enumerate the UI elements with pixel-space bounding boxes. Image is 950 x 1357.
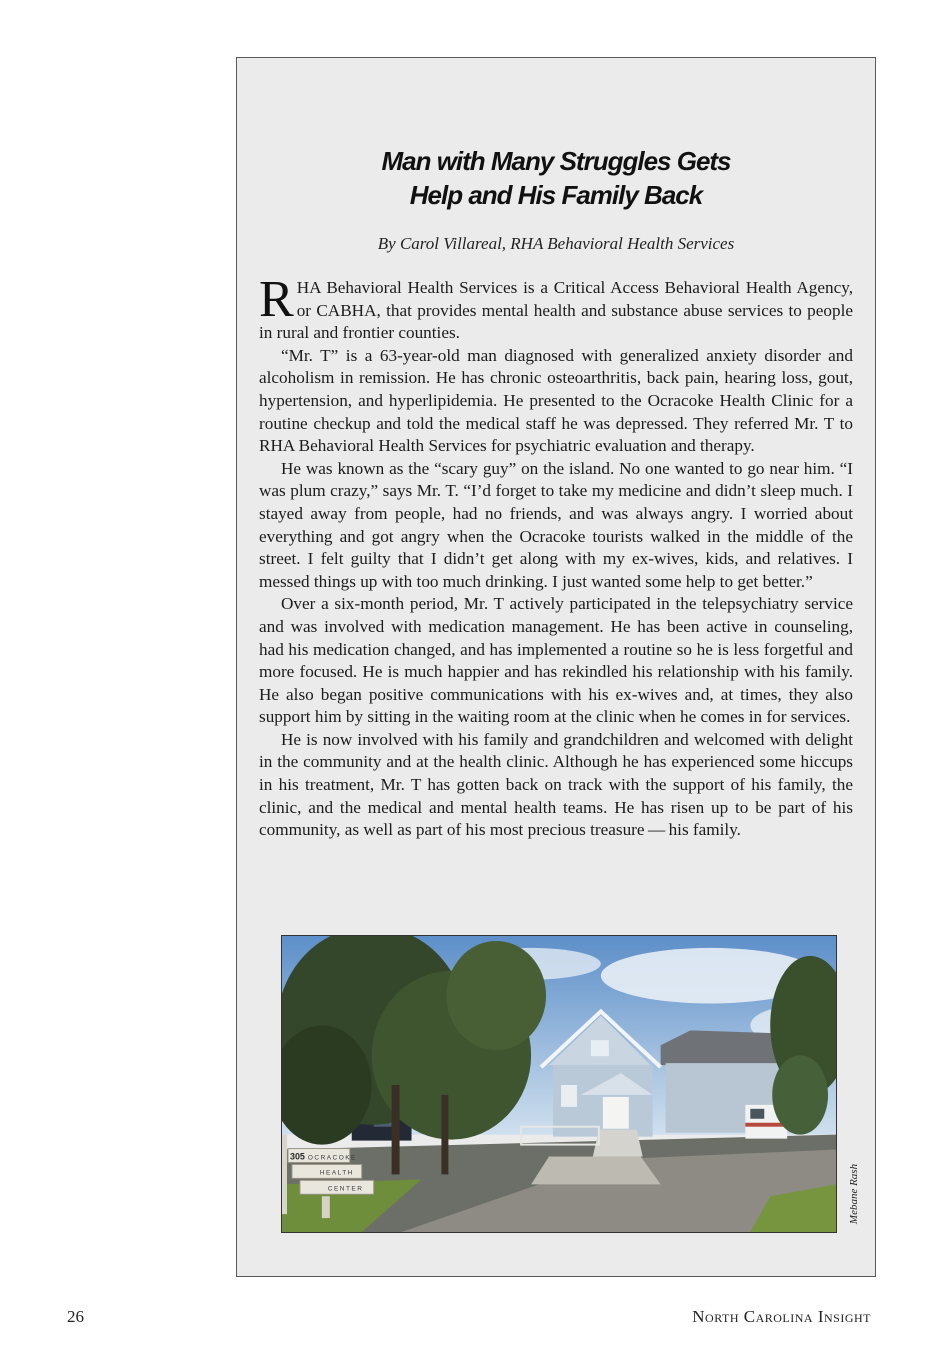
sign-line-3: CENTER <box>327 1185 364 1193</box>
photo-credit-text: Mebane Rash <box>848 1163 860 1225</box>
title-line-2: Help and His Family Back <box>409 180 703 210</box>
ambulance-window <box>750 1109 764 1119</box>
sign-line-1: OCRACOKE <box>307 1154 357 1162</box>
sign-number: 305 <box>289 1151 305 1162</box>
porch-door <box>603 1097 629 1129</box>
sign-line-2: HEALTH <box>319 1169 354 1177</box>
window <box>561 1085 577 1107</box>
paragraph-1 <box>259 271 853 345</box>
photo-credit <box>838 1154 870 1234</box>
article-title <box>237 144 875 212</box>
byline: By Carol Villareal, RHA Behavioral Health Services <box>377 234 735 253</box>
drop-cap: R <box>259 271 294 328</box>
title-line-1: Man with Many Struggles Gets <box>381 146 731 176</box>
paragraph-2: “Mr. T” is a 63-year-old man diagnosed with generalized anxiety disorder and alcoholism in remission. He has chronic osteoarthritis, back pain, hearing loss, gout, hypertension, and hyperlipidemia. He presented to the Ocracoke Health Clinic for a routine checkup and told the medical staff he was depressed. They referred Mr. T to RHA Behavioral Health Services for psychiatric evaluation and therapy. <box>259 345 853 456</box>
clinic-photo <box>281 935 837 1233</box>
tree-trunk <box>392 1085 400 1174</box>
concrete-walk <box>531 1157 661 1185</box>
paragraph-3: He was known as the “scary guy” on the island. No one wanted to go near him. “I was plum crazy,” says Mr. T. “I’d forget to take my medicine and didn’t sleep much. I stayed away from people, had no friends, and was always angry. I worried about everything and got angry when the Ocracoke tourists walked in the middle of the street. I felt guilty that I didn’t get along with my ex-wives, kids, and relatives. I messed things up with too much drinking. I just wanted some help to get better.” <box>259 458 853 591</box>
tree <box>772 1055 828 1134</box>
window <box>591 1040 609 1056</box>
tree-trunk <box>441 1095 448 1174</box>
paragraph-4: Over a six-month period, Mr. T actively participated in the telepsychiatry service and was involved with medication management. He has been active in counseling, had his medication changed, and has implemented a routine so he is less forgetful and more focused. He is much happier and has rekindled his relationship with his family. He also began positive communications with his ex-wives and, at times, they also support him by sitting in the waiting room at the clinic when he comes in for services. <box>259 594 853 727</box>
porch-steps <box>593 1130 643 1157</box>
page-number: 26 <box>67 1307 84 1326</box>
paragraph-1-text: HA Behavioral Health Services is a Critical Access Behavioral Health Agency, or CABHA, that provides mental health and substance abuse services to people in rural and frontier counties. <box>259 278 853 343</box>
article-body <box>259 271 853 842</box>
paragraph-5: He is now involved with his family and grandchildren and welcomed with delight in the community and at the health clinic. Although he has experienced some hiccups in his treatment, Mr. T has gotten back on track with the support of his family, the clinic, and the medical and mental health teams. He has risen up to be part of his community, as well as part of his most precious treasure — his family. <box>259 729 853 840</box>
sidebar-box <box>236 57 876 1277</box>
tree <box>446 941 546 1050</box>
running-head: North Carolina Insight <box>692 1307 871 1326</box>
